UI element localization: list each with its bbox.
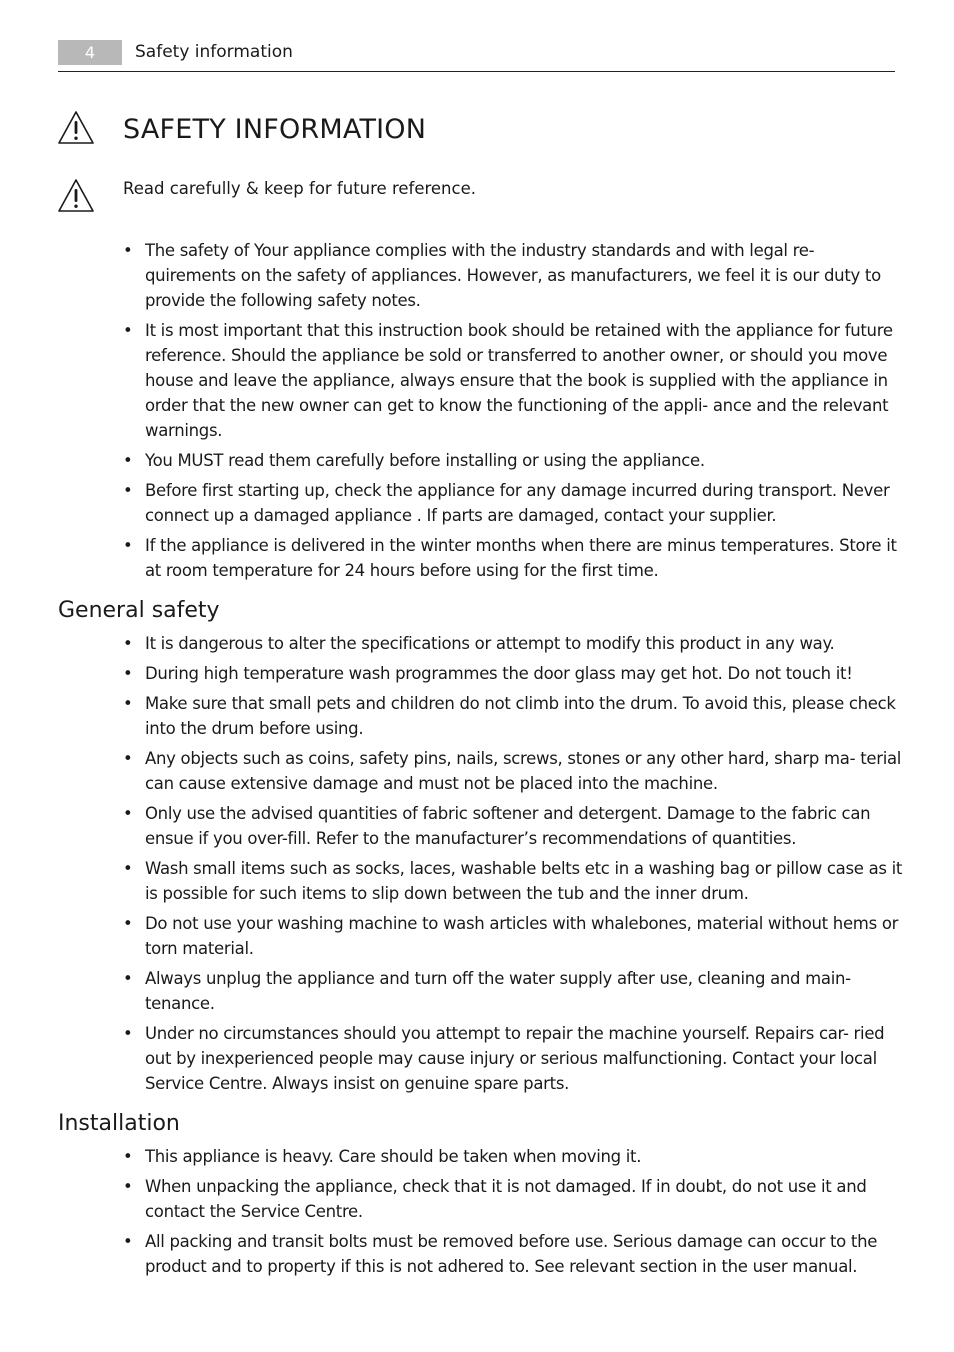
- content: [58, 238, 908, 1284]
- list-item: • Make sure that small pets and children do not climb into the drum. To avoid this, please check into the drum before using.: [58, 691, 908, 741]
- page-header: [58, 40, 895, 72]
- general-safety-heading: General safety: [58, 598, 220, 623]
- list-item: • Any objects such as coins, safety pins, nails, screws, stones or any other hard, sharp ma- terial can cause extensive damage and must not be placed into the machine.: [58, 746, 908, 796]
- warning-triangle-icon: [57, 110, 95, 146]
- list-item: • If the appliance is delivered in the winter months when there are minus temperatures. Store it at room temperature for 24 hours before using for the first time.: [58, 533, 908, 583]
- list-item: • The safety of Your appliance complies with the industry standards and with legal re- quirements on the safety of appliances. However, as manufacturers, we feel it is our duty to provide the following safety notes.: [58, 238, 908, 313]
- intro-note: Read carefully & keep for future reference.: [123, 179, 476, 198]
- intro-bullet-list: [58, 238, 908, 583]
- list-item: • You MUST read them carefully before installing or using the appliance.: [58, 448, 908, 473]
- list-item: • Before first starting up, check the appliance for any damage incurred during transport. Never connect up a damaged appliance . If parts are damaged, contact your supplier.: [58, 478, 908, 528]
- list-item: • Only use the advised quantities of fabric softener and detergent. Damage to the fabric can ensue if you over-fill. Refer to the manufacturer’s recommendations of quantities.: [58, 801, 908, 851]
- list-item: • Do not use your washing machine to wash articles with whalebones, material without hems or torn material.: [58, 911, 908, 961]
- installation-heading: Installation: [58, 1111, 180, 1136]
- warning-triangle-icon: [57, 178, 95, 214]
- page-title: SAFETY INFORMATION: [123, 114, 427, 145]
- list-item: • Wash small items such as socks, laces, washable belts etc in a washing bag or pillow case as it is possible for such items to slip down between the tub and the inner drum.: [58, 856, 908, 906]
- list-item: • Always unplug the appliance and turn off the water supply after use, cleaning and main- tenance.: [58, 966, 908, 1016]
- list-item: • Under no circumstances should you attempt to repair the machine yourself. Repairs car- ried out by inexperienced people may cause injury or serious malfunctioning. Contact your local Service Centre. Always insist on genuine spare parts.: [58, 1021, 908, 1096]
- list-item: • It is most important that this instruction book should be retained with the appliance for future reference. Should the appliance be sold or transferred to another owner, or should you move house and leave the appliance, always ensure that the book is supplied with the appliance in order that the new owner can get to know the functioning of the appli- ance and the relevant warnings.: [58, 318, 908, 443]
- header-title: Safety information: [135, 42, 293, 62]
- list-item: • During high temperature wash programmes the door glass may get hot. Do not touch it!: [58, 661, 908, 686]
- general-safety-list: [58, 631, 908, 1096]
- list-item: • When unpacking the appliance, check that it is not damaged. If in doubt, do not use it and contact the Service Centre.: [58, 1174, 908, 1224]
- list-item: • All packing and transit bolts must be removed before use. Serious damage can occur to the product and to property if this is not adhered to. See relevant section in the user manual.: [58, 1229, 908, 1279]
- page-number: 4: [58, 40, 122, 65]
- list-item: • It is dangerous to alter the specifications or attempt to modify this product in any way.: [58, 631, 908, 656]
- list-item: • This appliance is heavy. Care should be taken when moving it.: [58, 1144, 908, 1169]
- installation-list: [58, 1144, 908, 1279]
